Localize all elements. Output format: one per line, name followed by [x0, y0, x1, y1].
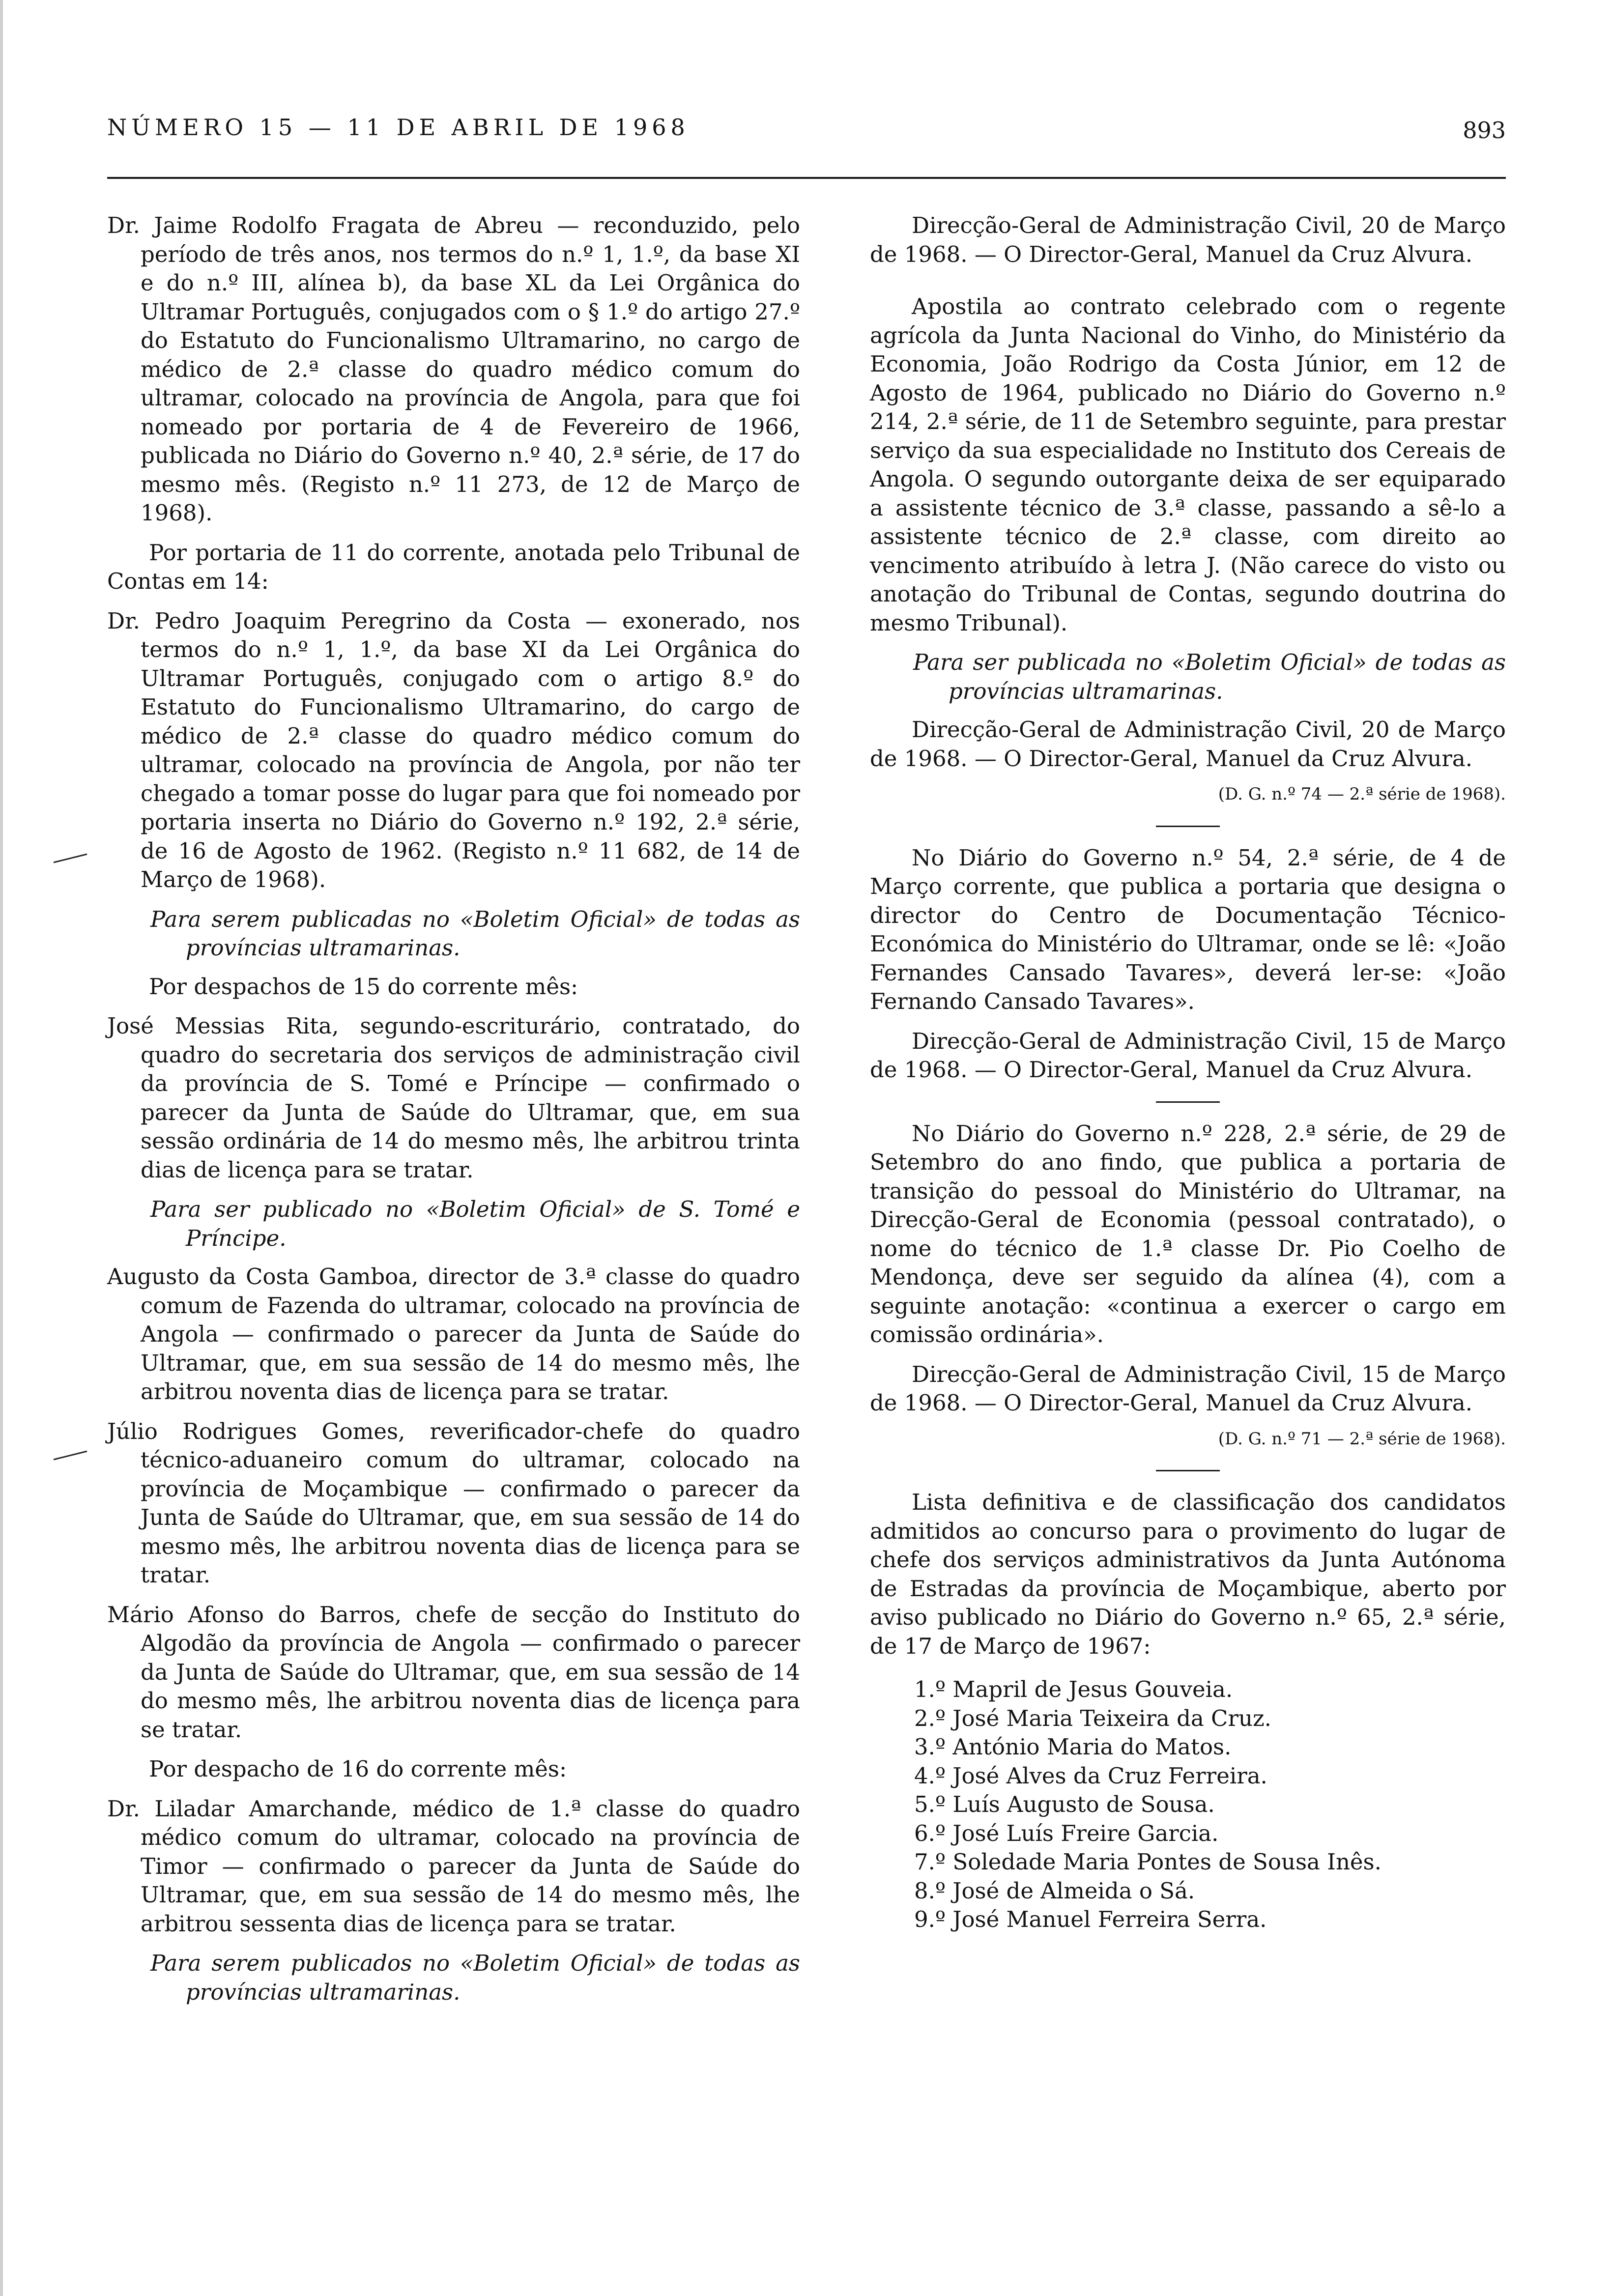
signature-line: Direcção-Geral de Administração Civil, 20 de Março de 1968. — O Director-Geral, Manuel da Cruz Alvura.: [870, 212, 1506, 267]
signature-line: Direcção-Geral de Administração Civil, 15 de Março de 1968. — O Director-Geral, Manuel da Cruz Alvura.: [870, 1028, 1506, 1083]
list-item: 2.º José Maria Teixeira da Cruz.: [914, 1705, 1271, 1731]
list-item: 1.º Mapril de Jesus Gouveia.: [914, 1676, 1233, 1702]
section-separator: [1156, 1101, 1220, 1103]
page-edge: [0, 0, 3, 2296]
entry-paragraph: Dr. Liladar Amarchande, médico de 1.ª classe do quadro médico comum do ultramar, colocado na província de Timor — confirmado o parecer da Junta de Saúde do Ultramar, que, em sua sessão de 14 do mesmo mês, lhe arbitrou sessenta dias de licença para se tratar.: [107, 1795, 800, 1937]
entry-paragraph: Dr. Pedro Joaquim Peregrino da Costa — exonerado, nos termos do n.º 1, 1.º, da base XI da Lei Orgânica do Ultramar Português, conjugado com o artigo 8.º do Estatuto do Funcionalismo Ultramarino, do cargo de médico de 2.ª classe do quadro médico comum do ultramar, colocado na província de Angola, por não ter chegado a tomar posse do lugar para que foi nomeado por portaria inserta no Diário do Governo n.º 192, 2.ª série, de 16 de Agosto de 1962. (Registo n.º 11 682, de 14 de Março de 1968).: [107, 607, 800, 892]
entry-paragraph: Dr. Jaime Rodolfo Fragata de Abreu — reconduzido, pelo período de três anos, nos termos do n.º 1, 1.º, da base XI e do n.º III, alínea b), da base XL da Lei Orgânica do Ultramar Português, conjugados com o § 1.º do artigo 27.º do Estatuto do Funcionalismo Ultramarino, no cargo de médico de 2.ª classe do quadro médico comum do ultramar, colocado na província de Angola, para que foi nomeado por portaria de 4 de Fevereiro de 1966, publicada no Diário do Governo n.º 40, 2.ª série, de 17 do mesmo mês. (Registo n.º 11 273, de 12 de Março de 1968).: [107, 212, 800, 526]
section-separator: [1156, 826, 1220, 827]
list-item: 6.º José Luís Freire Garcia.: [914, 1820, 1219, 1846]
entry-paragraph: Júlio Rodrigues Gomes, reverificador-chefe do quadro técnico-aduaneiro comum do ultramar, colocado na província de Moçambique — confirmado o parecer da Junta de Saúde do Ultramar, que, em sua sessão de 14 do mesmo mês, lhe arbitrou noventa dias de licença para se tratar.: [107, 1418, 800, 1588]
section-separator: [1156, 1470, 1220, 1471]
issue-line: NÚMERO 15 — 11 DE ABRIL DE 1968: [107, 114, 690, 141]
entry-paragraph: Mário Afonso do Barros, chefe de secção do Instituto do Algodão da província de Angola — confirmado o parecer da Junta de Saúde do Ultramar, que, em sua sessão de 14 do mesmo mês, lhe arbitrou noventa dias de licença para se tratar.: [107, 1601, 800, 1743]
rectification-paragraph: No Diário do Governo n.º 228, 2.ª série, de 29 de Setembro do ano findo, que publica a portaria de transição do pessoal do Ministério do Ultramar, na Direcção-Geral de Economia (pessoal contratado), o nome do técnico de 1.ª classe Dr. Pio Coelho de Mendonça, deve ser seguido da alínea (4), com a seguinte anotação: «continua a exercer o cargo em comissão ordinária».: [870, 1120, 1506, 1348]
left-column: [107, 211, 800, 2016]
margin-mark: [54, 1451, 87, 1461]
list-item: 9.º José Manuel Ferreira Serra.: [914, 1906, 1267, 1932]
entry-paragraph: Augusto da Costa Gamboa, director de 3.ª classe do quadro comum de Fazenda do ultramar, colocado na província de Angola — confirmado o parecer da Junta de Saúde do Ultramar, que, em sua sessão de 14 do mesmo mês, lhe arbitrou noventa dias de licença para se tratar.: [107, 1263, 800, 1405]
gazette-reference: (D. G. n.º 71 — 2.ª série de 1968).: [1218, 1429, 1506, 1449]
page-header: [107, 114, 1506, 148]
entry-paragraph: José Messias Rita, segundo-escriturário, contratado, do quadro do secretaria dos serviços de administração civil da província de S. Tomé e Príncipe — confirmado o parecer da Junta de Saúde do Ultramar, que, em sua sessão ordinária de 14 do mesmo mês, lhe arbitrou trinta dias de licença para se tratar.: [107, 1013, 800, 1183]
rectification-paragraph: No Diário do Governo n.º 54, 2.ª série, de 4 de Março corrente, que publica a portaria que designa o director do Centro de Documentação Técnico-Económica do Ministério do Ultramar, onde se lê: «João Fernandes Cansado Tavares», deverá ler-se: «João Fernando Cansado Tavares».: [870, 844, 1506, 1014]
publication-note: Para ser publicado no «Boletim Oficial» de S. Tomé e Príncipe.: [150, 1196, 800, 1251]
list-item: 7.º Soledade Maria Pontes de Sousa Inês.: [914, 1849, 1382, 1875]
list-item: 3.º António Maria do Matos.: [914, 1734, 1232, 1760]
list-item: 4.º José Alves da Cruz Ferreira.: [914, 1762, 1267, 1789]
header-rule: [107, 177, 1506, 179]
list-item: 8.º José de Almeida o Sá.: [914, 1877, 1195, 1904]
apostila-paragraph: Apostila ao contrato celebrado com o regente agrícola da Junta Nacional do Vinho, do Ministério da Economia, João Rodrigo da Costa Júnior, em 12 de Agosto de 1964, publicado no Diário do Governo n.º 214, 2.ª série, de 11 de Setembro seguinte, para prestar serviço da sua especialidade no Instituto dos Cereais de Angola. O segundo outorgante deixa de ser equiparado a assistente técnico de 3.ª classe, passando a sê-lo a assistente técnico de 2.ª classe, com direito ao vencimento atribuído à letra J. (Não carece do visto ou anotação do Tribunal de Contas, segundo doutrina do mesmo Tribunal).: [870, 293, 1506, 636]
margin-mark: [54, 854, 87, 863]
candidate-list: [870, 1675, 1506, 1934]
list-intro: Lista definitiva e de classificação dos candidatos admitidos ao concurso para o provimento do lugar de chefe dos serviços administrativos da Junta Autónoma de Estradas da província de Moçambique, aberto por aviso publicado no Diário do Governo n.º 65, 2.ª série, de 17 de Março de 1967:: [870, 1489, 1506, 1659]
page-number: 893: [1463, 117, 1506, 144]
gazette-reference: (D. G. n.º 74 — 2.ª série de 1968).: [1218, 784, 1506, 804]
list-item: 5.º Luís Augusto de Sousa.: [914, 1791, 1215, 1817]
section-intro: Por despacho de 16 do corrente mês:: [149, 1756, 567, 1782]
publication-note: Para serem publicadas no «Boletim Oficial» de todas as províncias ultramarinas.: [150, 906, 800, 961]
signature-line: Direcção-Geral de Administração Civil, 15 de Março de 1968. — O Director-Geral, Manuel da Cruz Alvura.: [870, 1361, 1506, 1416]
right-column: [870, 211, 1506, 1934]
publication-note: Para serem publicados no «Boletim Oficial» de todas as províncias ultramarinas.: [150, 1950, 800, 2005]
section-intro: Por despachos de 15 do corrente mês:: [149, 973, 578, 1000]
section-intro: Por portaria de 11 do corrente, anotada pelo Tribunal de Contas em 14:: [107, 539, 800, 594]
publication-note: Para ser publicada no «Boletim Oficial» de todas as províncias ultramarinas.: [913, 649, 1506, 704]
signature-line: Direcção-Geral de Administração Civil, 20 de Março de 1968. — O Director-Geral, Manuel da Cruz Alvura.: [870, 717, 1506, 772]
